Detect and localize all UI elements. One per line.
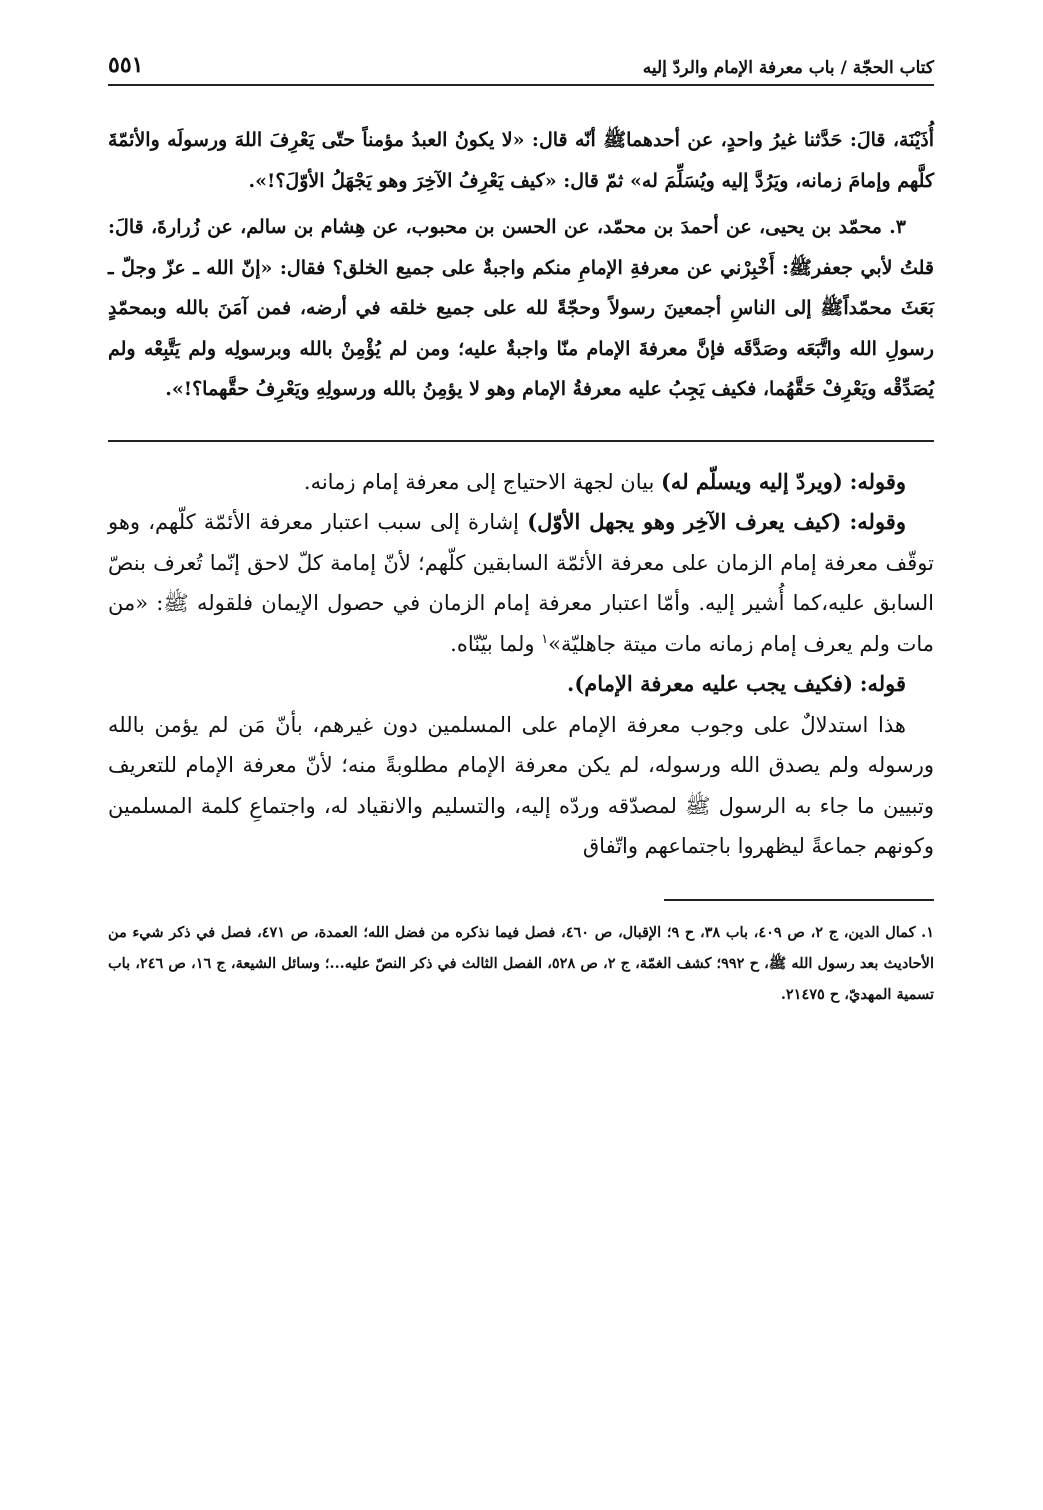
footnote-marker[interactable]: ١ [541, 631, 549, 647]
commentary-paragraph [108, 664, 934, 705]
commentary-text [108, 462, 934, 867]
section-divider [108, 440, 934, 442]
commentary-paragraph [108, 462, 934, 503]
commentary-quote: (ويردّ إليه ويسلّم له) [661, 468, 843, 494]
commentary-paragraph: هذا استدلالٌ على وجوب معرفة الإمام على المسلمين دون غيرهم، بأنّ مَن لم يؤمن بالله ورسوله ولم يصدق الله ورسوله، لم يكن معرفة الإمام مطلوبةً منه؛ لأنّ معرفة الإمام للتعريف وتبيين ما جاء به الرسول ﷺ لمصدّقه وردّه إليه، والتسليم والانقياد له، واجتماعِ كلمة المسلمين وكونهم جماعةً ليظهروا باجتماعهم واتّفاق [108, 712, 934, 858]
commentary-quote: (كيف يعرف الآخِر وهو يجهل الأوّل) [527, 509, 842, 534]
hadith-paragraph: أُذَيْنَة، قالَ: حَدَّثنا غيرُ واحدٍ، عن أحدهماﷺ أنّه قال: «لا يكونُ العبدُ مؤمناً حتّى يَعْرِفَ اللهَ ورسولَه والأئمّةَ كلَّهم وإمامَ زمانه، ويَرُدَّ إليه ويُسَلِّمَ له» ثمّ قال: «كيف يَعْرِفُ الآخِرَ وهو يَجْهَلُ الأوّلَ؟!». [108, 129, 934, 192]
hadith-paragraph: ٣. محمّد بن يحيى، عن أحمدَ بن محمّد، عن الحسن بن محبوب، عن هِشام بن سالم، عن زُرارةَ، قالَ: قلتُ لأبي جعفرﷺ: أَخْبِرْني عن معرفةِ الإمامِ منكم واجبةٌ على جميع الخلق؟ فقال: «إنّ الله ـ عزّ وجلّ ـ بَعَثَ محمّداًﷺ إلى الناسِ أجمعينَ رسولاً وحجّةً لله على جميع خلقه في أرضه، فمن آمَنَ بالله وبمحمّدٍ رسولِ الله واتَّبَعَه وصَدَّقَه فإنَّ معرفةَ الإمام منّا واجبةٌ عليه؛ ومن لم يُؤْمِنْ بالله وبرسولِه ولم يَتَّبِعْه ولم يُصَدِّقْه ويَعْرِفْ حَقَّهُما، فكيف يَجِبُ عليه معرفةُ الإمام وهو لا يؤمِنُ بالله ورسولِهِ ويَعْرِفُ حقَّهما؟!». [108, 216, 934, 400]
commentary-body: ولما بيّنّاه. [450, 631, 535, 656]
commentary-paragraph [108, 502, 934, 664]
footnote-separator [664, 899, 934, 901]
header-rule [108, 84, 934, 86]
running-title: كتاب الحجّة / باب معرفة الإمام والردّ إليه [642, 58, 934, 78]
page-header [108, 40, 934, 78]
book-page [108, 40, 934, 1010]
footnotes [108, 917, 934, 1010]
footnote-item: ١. كمال الدين، ج ٢، ص ٤٠٩، باب ٣٨، ح ٩؛ الإقبال، ص ٤٦٠، فصل فيما نذكره من فضل الله؛ العمدة، ص ٤٧١، فصل في ذكر شيء من الأحاديث بعد رسول الله ﷺ، ح ٩٩٢؛ كشف الغمّة، ج ٢، ص ٥٢٨، الفصل الثالث في ذكر النصّ عليه...؛ وسائل الشيعة، ج ١٦، ص ٢٤٦، باب تسمية المهديّ، ح ٢١٤٧٥. [108, 923, 934, 1003]
commentary-lead: وقوله: [849, 468, 906, 494]
commentary-body: بيان لجهة الاحتياج إلى معرفة إمام زمانه. [303, 469, 655, 494]
page-number: ٥٥١ [108, 52, 144, 78]
commentary-quote: (فكيف يجب عليه معرفة الإمام). [567, 671, 854, 696]
commentary-body: إشارة إلى سبب اعتبار معرفة الأئمّة كلّهم، وهو توقّف معرفة إمام الزمان على معرفة الأئمّة السابقين كلّهم؛ لأنّ إمامة كلّ لاحق إنّما تُعرف بنصّ السابق عليه،كما أُشير إليه. وأمّا اعتبار معرفة إمام الزمان في حصول الإيمان فلقوله ﷺ: «من مات ولم يعرف إمام زمانه مات ميتة جاهليّة» [108, 510, 934, 656]
hadith-text [108, 120, 934, 410]
commentary-lead: قوله: [859, 671, 906, 696]
commentary-lead: وقوله: [849, 509, 906, 534]
